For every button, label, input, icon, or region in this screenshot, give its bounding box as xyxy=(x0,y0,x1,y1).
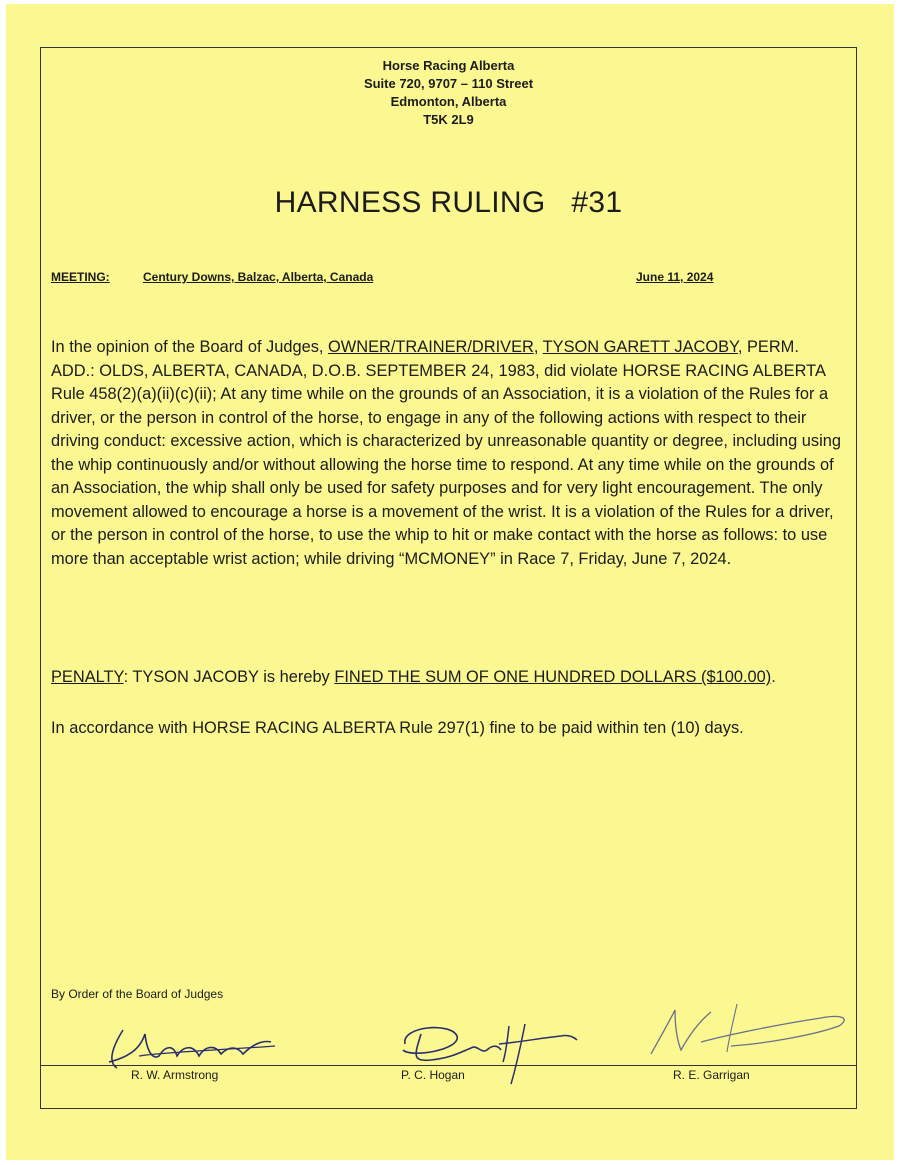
letterhead xyxy=(41,57,856,129)
ruling-person: TYSON GARETT JACOBY xyxy=(542,338,738,356)
org-city: Edmonton, Alberta xyxy=(390,94,507,109)
org-name: Horse Racing Alberta xyxy=(382,58,515,73)
ruling-role: OWNER/TRAINER/DRIVER xyxy=(328,338,534,356)
signature-line xyxy=(41,1065,856,1066)
judge-name-garrigan: R. E. Garrigan xyxy=(673,1068,750,1082)
penalty-text: : TYSON JACOBY is hereby xyxy=(123,668,335,686)
org-address: Suite 720, 9707 – 110 Street xyxy=(363,76,534,91)
ruling-text: , PERM. ADD.: OLDS, ALBERTA, CANADA, D.O.B. SEPTEMBER 24, 1983, did violate HORSE RACING ALBERTA Rule 458(2)(a)(ii)(c)(ii); At any time while on the grounds of an Association, it is a violation of the Rules for a driver, or the person in control of the horse, to engage in any of the following actions with respect to their driving conduct: excessive action, which is characterized by unreasonable quantity or degree, including using the whip continuously and/or without allowing the horse time to respond. At any time while on the grounds of an Association, the whip shall only be used for safety purposes and for very light encouragement. The only movement allowed to encourage a horse is a movement of the wrist. It is a violation of the Rules for a driver, or the person in control of the horse, to use the whip to hit or make contact with the horse as follows: to use more than acceptable wrist action; while driving “MCMONEY” in Race 7, Friday, June 7, 2024. xyxy=(51,338,841,568)
ruling-paragraph xyxy=(51,336,846,571)
ruling-title: HARNESS RULING #31 xyxy=(274,186,623,219)
document-page xyxy=(6,4,894,1160)
meeting-date: June 11, 2024 xyxy=(636,270,714,284)
penalty-fine: FINED THE SUM OF ONE HUNDRED DOLLARS ($100.00) xyxy=(334,668,772,686)
ruling-comma: , xyxy=(533,338,543,356)
judge-name-hogan: P. C. Hogan xyxy=(401,1068,465,1082)
judge-name-armstrong: R. W. Armstrong xyxy=(131,1068,219,1082)
penalty-end: . xyxy=(771,668,776,686)
accordance-paragraph: In accordance with HORSE RACING ALBERTA Rule 297(1) fine to be paid within ten (10) days. xyxy=(51,719,744,737)
meeting-venue: Century Downs, Balzac, Alberta, Canada xyxy=(143,270,374,284)
org-postal: T5K 2L9 xyxy=(423,112,474,127)
penalty-label: PENALTY xyxy=(51,668,124,686)
document-frame xyxy=(40,47,857,1109)
signature-garrigan xyxy=(641,996,861,1066)
ruling-intro: In the opinion of the Board of Judges, xyxy=(51,338,329,356)
by-order-text: By Order of the Board of Judges xyxy=(51,987,224,1001)
meeting-label: MEETING: xyxy=(51,270,110,284)
penalty-paragraph xyxy=(51,666,846,690)
